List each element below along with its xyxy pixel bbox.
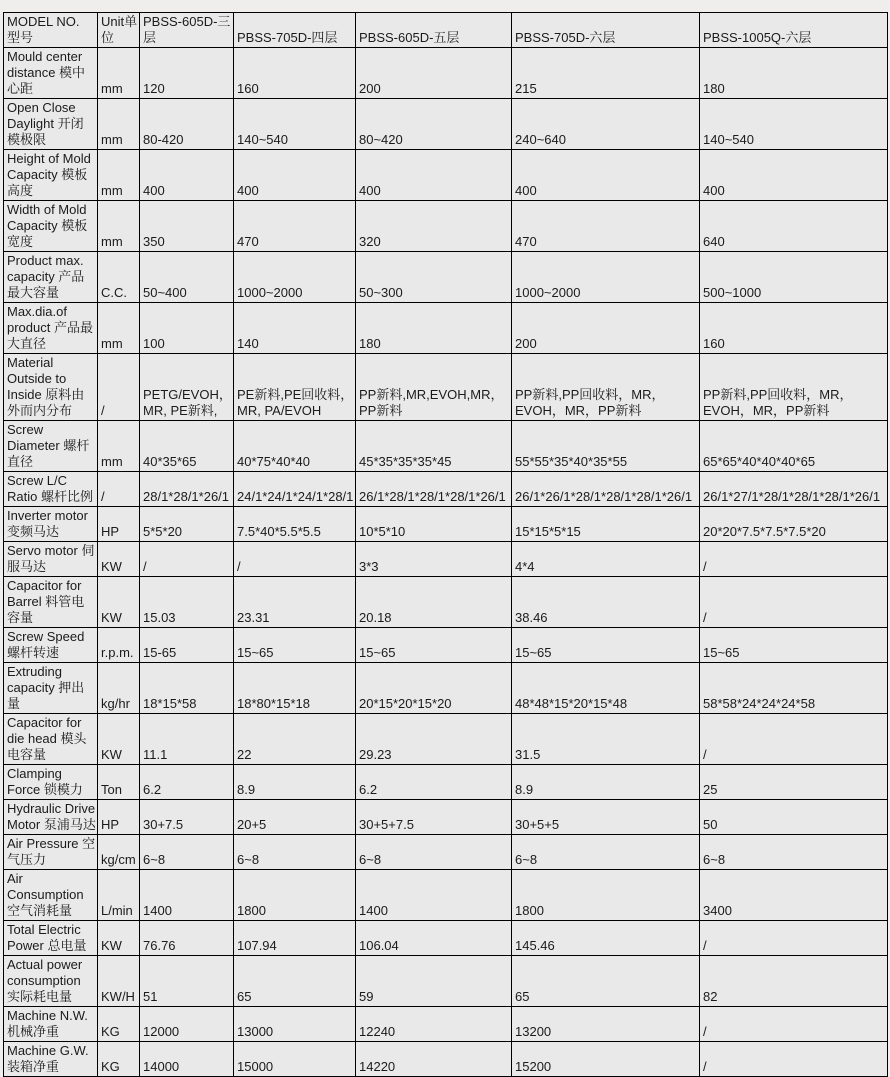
row-value: / [700,542,888,577]
row-value: 400 [512,150,700,201]
row-value: 65 [234,956,356,1007]
row-unit: mm [98,421,140,472]
row-unit: / [98,354,140,421]
model-column-header: PBSS-1005Q-六层 [700,13,888,48]
row-value: 28/1*28/1*26/1 [140,472,234,507]
row-value: 29.23 [356,714,512,765]
row-value: PP新料,MR,EVOH,MR， PP新料 [356,354,512,421]
row-value: / [234,542,356,577]
table-row [4,663,888,714]
row-value: 12240 [356,1007,512,1042]
row-label: Machine N.W. 机械净重 [4,1007,98,1042]
row-value: 1000~2000 [234,252,356,303]
machine-spec-table [3,12,888,1077]
row-value: 24/1*24/1*24/1*28/1 [234,472,356,507]
row-value: 80~420 [356,99,512,150]
row-value: / [700,1042,888,1077]
model-no-header: MODEL NO. 型号 [4,13,98,48]
row-value: 120 [140,48,234,99]
row-value: 30+7.5 [140,800,234,835]
row-value: 80-420 [140,99,234,150]
row-value: 13000 [234,1007,356,1042]
row-unit: / [98,472,140,507]
row-value: 40*75*40*40 [234,421,356,472]
row-unit: L/min [98,870,140,921]
row-value: 15~65 [700,628,888,663]
row-value: 31.5 [512,714,700,765]
row-label: Open Close Daylight 开闭模极限 [4,99,98,150]
row-value: 6~8 [512,835,700,870]
row-unit: KW [98,542,140,577]
table-row [4,507,888,542]
row-unit: Ton [98,765,140,800]
row-label: Inverter motor 变频马达 [4,507,98,542]
row-value: 25 [700,765,888,800]
row-label: Screw L/C Ratio 螺杆比例 [4,472,98,507]
row-value: 18*15*58 [140,663,234,714]
row-value: 55*55*35*40*35*55 [512,421,700,472]
row-value: 180 [700,48,888,99]
row-value: 30+5+5 [512,800,700,835]
row-value: / [700,921,888,956]
row-value: 215 [512,48,700,99]
row-value: 15*15*5*15 [512,507,700,542]
row-value: 15200 [512,1042,700,1077]
row-value: 6.2 [140,765,234,800]
row-value: 140~540 [234,99,356,150]
row-value: 15000 [234,1042,356,1077]
table-row [4,472,888,507]
row-value: 100 [140,303,234,354]
row-value: 6~8 [356,835,512,870]
row-label: Screw Diameter 螺杆直径 [4,421,98,472]
row-label: Screw Speed 螺杆转速 [4,628,98,663]
table-row [4,765,888,800]
table-row [4,99,888,150]
row-value: 6~8 [700,835,888,870]
row-value: 6~8 [140,835,234,870]
row-value: 30+5+7.5 [356,800,512,835]
row-value: 500~1000 [700,252,888,303]
row-value: 15-65 [140,628,234,663]
row-unit: mm [98,99,140,150]
row-unit: KW/H [98,956,140,1007]
row-unit: KG [98,1042,140,1077]
row-label: Capacitor for die head 模头电容量 [4,714,98,765]
unit-header: Unit单位 [98,13,140,48]
row-value: 200 [356,48,512,99]
row-value: 8.9 [234,765,356,800]
table-row [4,1007,888,1042]
row-value: 10*5*10 [356,507,512,542]
row-unit: mm [98,150,140,201]
row-value: 65 [512,956,700,1007]
row-value: 160 [234,48,356,99]
row-value: 40*35*65 [140,421,234,472]
row-value: 13200 [512,1007,700,1042]
row-value: 15~65 [234,628,356,663]
model-column-header: PBSS-605D-三层 [140,13,234,48]
row-value: 14220 [356,1042,512,1077]
table-row [4,921,888,956]
table-row [4,714,888,765]
row-value: PP新料,PP回收料，MR，EVOH，MR，PP新料 [700,354,888,421]
row-label: Material Outside to Inside 原料由外而内分布 [4,354,98,421]
row-unit: HP [98,507,140,542]
row-value: PP新料,PP回收料，MR，EVOH，MR，PP新料 [512,354,700,421]
row-value: 160 [700,303,888,354]
table-row [4,252,888,303]
row-unit: KW [98,577,140,628]
row-label: Height of Mold Capacity 模板高度 [4,150,98,201]
header-row [4,13,888,48]
row-value: 26/1*26/1*28/1*28/1*28/1*26/1 [512,472,700,507]
row-value: 1800 [512,870,700,921]
model-column-header: PBSS-605D-五层 [356,13,512,48]
row-value: 1000~2000 [512,252,700,303]
row-label: Total Electric Power 总电量 [4,921,98,956]
row-unit: KW [98,714,140,765]
table-row [4,150,888,201]
table-row [4,421,888,472]
model-column-header: PBSS-705D-六层 [512,13,700,48]
row-value: 11.1 [140,714,234,765]
table-row [4,542,888,577]
row-label: Servo motor 伺服马达 [4,542,98,577]
row-value: 15.03 [140,577,234,628]
row-value: 51 [140,956,234,1007]
row-value: 15~65 [512,628,700,663]
row-value: 640 [700,201,888,252]
row-value: 1400 [356,870,512,921]
row-value: 82 [700,956,888,1007]
row-label: Air Pressure 空气压力 [4,835,98,870]
row-value: 470 [512,201,700,252]
row-unit: mm [98,48,140,99]
table-row [4,303,888,354]
row-value: 6.2 [356,765,512,800]
row-value: 50~300 [356,252,512,303]
row-value: 400 [140,150,234,201]
row-unit: C.C. [98,252,140,303]
row-value: PETG/EVOH，MR, PE新料, [140,354,234,421]
table-row [4,577,888,628]
row-value: 200 [512,303,700,354]
row-value: 26/1*28/1*28/1*28/1*26/1 [356,472,512,507]
row-value: / [700,714,888,765]
row-value: 20*20*7.5*7.5*7.5*20 [700,507,888,542]
row-value: 58*58*24*24*24*58 [700,663,888,714]
row-value: 59 [356,956,512,1007]
row-label: Mould center distance 模中心距 [4,48,98,99]
table-row [4,1042,888,1077]
row-value: 50~400 [140,252,234,303]
row-value: 12000 [140,1007,234,1042]
table-row [4,354,888,421]
table-row [4,800,888,835]
row-unit: kg/cm [98,835,140,870]
row-value: 76.76 [140,921,234,956]
table-row [4,956,888,1007]
row-value: 18*80*15*18 [234,663,356,714]
row-label: Hydraulic Drive Motor 泵浦马达 [4,800,98,835]
row-value: 48*48*15*20*15*48 [512,663,700,714]
row-unit: r.p.m. [98,628,140,663]
row-value: / [140,542,234,577]
row-value: 3400 [700,870,888,921]
row-value: 45*35*35*35*45 [356,421,512,472]
table-row [4,835,888,870]
row-label: Air Consumption 空气消耗量 [4,870,98,921]
row-label: Clamping Force 锁模力 [4,765,98,800]
row-label: Machine G.W. 装箱净重 [4,1042,98,1077]
row-unit: KG [98,1007,140,1042]
row-value: 106.04 [356,921,512,956]
row-unit: HP [98,800,140,835]
table-row [4,628,888,663]
row-label: Actual power consumption 实际耗电量 [4,956,98,1007]
row-value: 23.31 [234,577,356,628]
row-value: 140 [234,303,356,354]
row-value: 15~65 [356,628,512,663]
row-value: / [700,577,888,628]
row-value: 5*5*20 [140,507,234,542]
row-value: 240~640 [512,99,700,150]
row-value: 50 [700,800,888,835]
row-value: 320 [356,201,512,252]
row-value: 3*3 [356,542,512,577]
row-value: 400 [700,150,888,201]
table-row [4,48,888,99]
row-value: 350 [140,201,234,252]
row-value: 470 [234,201,356,252]
row-unit: kg/hr [98,663,140,714]
row-unit: mm [98,201,140,252]
row-label: Capacitor for Barrel 料管电容量 [4,577,98,628]
row-value: 65*65*40*40*40*65 [700,421,888,472]
row-value: 1400 [140,870,234,921]
row-value: 145.46 [512,921,700,956]
row-value: 180 [356,303,512,354]
row-value: 4*4 [512,542,700,577]
row-value: 6~8 [234,835,356,870]
row-label: Max.dia.of product 产品最大直径 [4,303,98,354]
row-label: Product max. capacity 产品最大容量 [4,252,98,303]
row-value: 107.94 [234,921,356,956]
model-column-header: PBSS-705D-四层 [234,13,356,48]
row-value: 22 [234,714,356,765]
row-label: Extruding capacity 押出量 [4,663,98,714]
row-unit: KW [98,921,140,956]
row-value: 14000 [140,1042,234,1077]
row-label: Width of Mold Capacity 模板宽度 [4,201,98,252]
row-value: 38.46 [512,577,700,628]
table-row [4,870,888,921]
row-value: 140~540 [700,99,888,150]
row-unit: mm [98,303,140,354]
row-value: 7.5*40*5.5*5.5 [234,507,356,542]
row-value: 400 [234,150,356,201]
row-value: 20.18 [356,577,512,628]
row-value: PE新料,PE回收料，MR, PA/EVOH [234,354,356,421]
row-value: / [700,1007,888,1042]
row-value: 8.9 [512,765,700,800]
row-value: 1800 [234,870,356,921]
row-value: 20+5 [234,800,356,835]
row-value: 26/1*27/1*28/1*28/1*28/1*26/1 [700,472,888,507]
row-value: 20*15*20*15*20 [356,663,512,714]
row-value: 400 [356,150,512,201]
table-row [4,201,888,252]
spec-table-body [4,48,888,1077]
